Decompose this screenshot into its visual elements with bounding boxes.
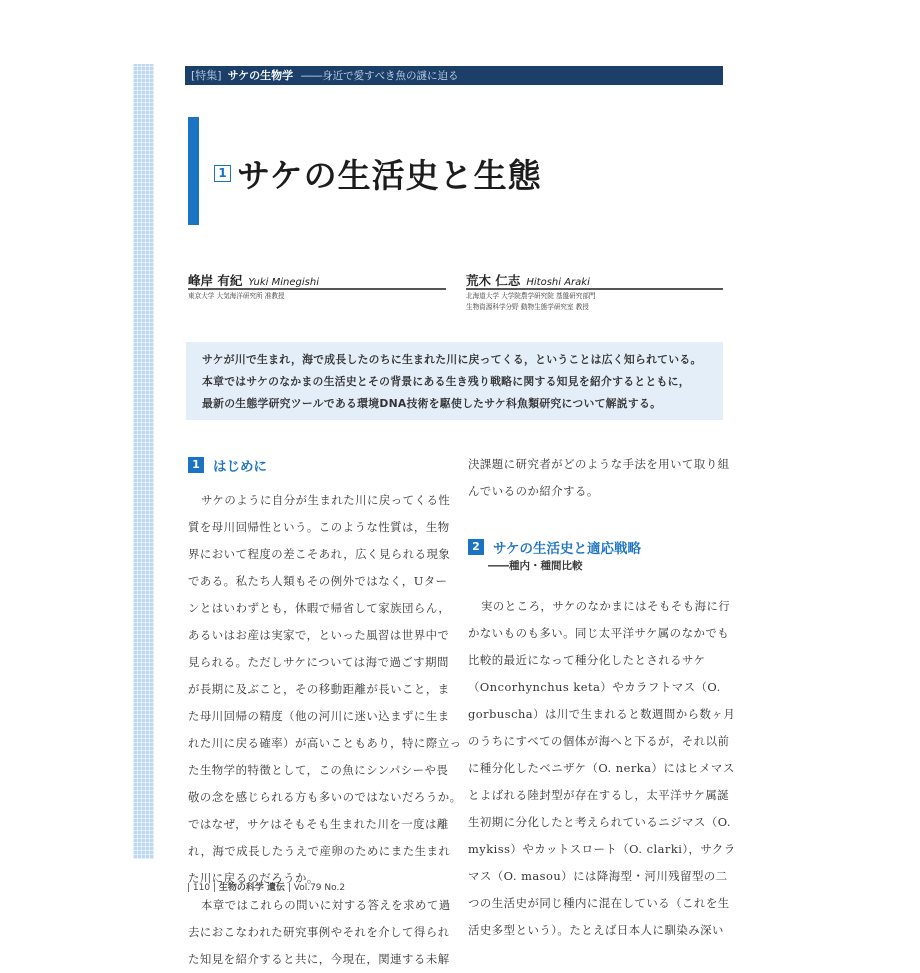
section-2-label: サケの生活史と適応戦略 [493,540,641,557]
page-footer [187,880,345,893]
text-line: 見られる。ただしサケについては海で過ごす期間 [188,655,449,669]
author-2-roman: Hitoshi Araki [526,277,590,288]
section-2-number: 2 [468,539,484,555]
right-column-top-text [468,451,730,505]
section-2-subtitle: ――種内・種間比較 [488,560,583,572]
text-line: 質を母川回帰性という。このような性質は，生物 [188,520,450,534]
author-1-roman: Yuki Minegishi [248,277,319,288]
author-1-name: 峰岸 有紀 [188,273,243,288]
author-2-rule [466,288,723,290]
page-title: サケの生活史と生態 [237,156,542,195]
feature-topic: サケの生物学 [227,69,294,82]
section-1-label: はじめに [213,458,267,475]
title-accent-bar [188,117,199,225]
author-2-affiliation-line2: 生物資源科学分野 動物生態学研究室 教授 [466,303,589,311]
abstract-line: サケが川で生まれ，海で成長したのちに生まれた川に戻ってくる，ということは広く知られている。 [202,353,702,366]
text-line: んでいるのか紹介する。 [468,484,599,498]
text-line: （Oncorhynchus keta）やカラフトマス（O. [468,680,721,694]
text-line: である。私たち人類もその例外ではなく，Uター [188,574,448,588]
feature-tag: [特集] [191,69,222,82]
text-line: 比較的最近になって種分化したとされるサケ [468,653,706,667]
section-1-heading [188,454,267,475]
text-line: gorbuscha）は川で生まれると数週間から数ヶ月 [468,707,736,721]
abstract-line: 本章ではサケのなかまの生活史とその背景にある生き残り戦略に関する知見を紹介するとともに， [202,375,690,388]
abstract-box [186,342,723,420]
text-line: 決課題に研究者がどのような手法を用いて取り組 [468,457,730,471]
author-1 [188,270,319,289]
text-line: のうちにすべての個体が海へと下るが，それ以前 [468,734,730,748]
section-2-heading [468,536,641,557]
text-line: つの生活史が同じ種内に混在している（これを生 [468,896,730,910]
author-2-affiliation-line1: 北海道大学 大学院農学研究院 基盤研究部門 [466,292,596,300]
volume-info: | Vol.79 No.2 [287,883,346,893]
chapter-number: 1 [214,165,231,182]
right-column-text [468,593,736,944]
text-line: ンとはいわずとも，休暇で帰省して家族団らん， [188,601,451,615]
author-1-affiliation: 東京大学 大気海洋研究所 准教授 [188,292,285,300]
text-line: ではなぜ，サケはそもそも生まれた川を一度は離 [188,817,449,831]
text-line: 本章ではこれらの問いに対する答えを求めて過 [201,898,451,912]
text-line: れた川に戻る確率）が高いこともあり，特に際立っ [188,736,462,750]
text-line: れ，海で成長したうえで産卵のためにまた生まれ [188,844,451,858]
abstract-line: 最新の生態学研究ツールである環境DNA技術を駆使したサケ科魚類研究について解説する。 [202,397,662,410]
text-line: 生初期に分化したと考えられているニジマス（O. [468,815,731,829]
feature-header-band [185,66,723,85]
text-line: た知見を紹介すると共に，今現在，関連する未解 [188,952,450,966]
journal-name: 生物の科学 遺伝 [218,883,285,893]
text-line: に種分化したベニザケ（O. nerka）にはヒメマス [468,761,735,775]
side-stripe [133,64,154,859]
text-line: 界において程度の差こそあれ，広く見られる現象 [188,547,451,561]
text-line: マス（O. masou）には降海型・河川残留型の二 [468,869,728,883]
text-line: た母川回帰の精度（他の河川に迷い込まずに生ま [188,709,450,723]
text-line: た川に戻るのだろうか。 [188,871,319,885]
author-1-rule [188,288,446,290]
section-1-number: 1 [188,457,204,473]
text-line: あるいはお産は実家で，といった風習は世界中で [188,628,450,642]
text-line: 敬の念を感じられる方も多いのではないだろうか。 [188,790,462,804]
page-number: | 110 | [187,883,216,893]
text-line: 実のところ，サケのなかまにはそもそも海に行 [481,599,731,613]
text-line: かないものも多い。同じ太平洋サケ属のなかでも [468,626,730,640]
left-column-text [188,487,462,973]
feature-subtitle: ――身近で愛すべき魚の謎に迫る [301,70,459,82]
author-2 [466,270,590,289]
text-line: 去におこなわれた研究事例やそれを介して得られ [188,925,450,939]
text-line: が長期に及ぶこと，その移動距離が長いこと，ま [188,682,450,696]
text-line: とよばれる陸封型が存在するし，太平洋サケ属誕 [468,788,730,802]
author-2-name: 荒木 仁志 [466,273,521,288]
text-line: サケのように自分が生まれた川に戻ってくる性 [201,493,451,507]
text-line: 活史多型という）。たとえば日本人に馴染み深い [468,923,724,937]
text-line: mykiss）やカットスロート（O. clarki），サクラ [468,842,736,856]
text-line: た生物学的特徴として，この魚にシンパシーや畏 [188,763,449,777]
